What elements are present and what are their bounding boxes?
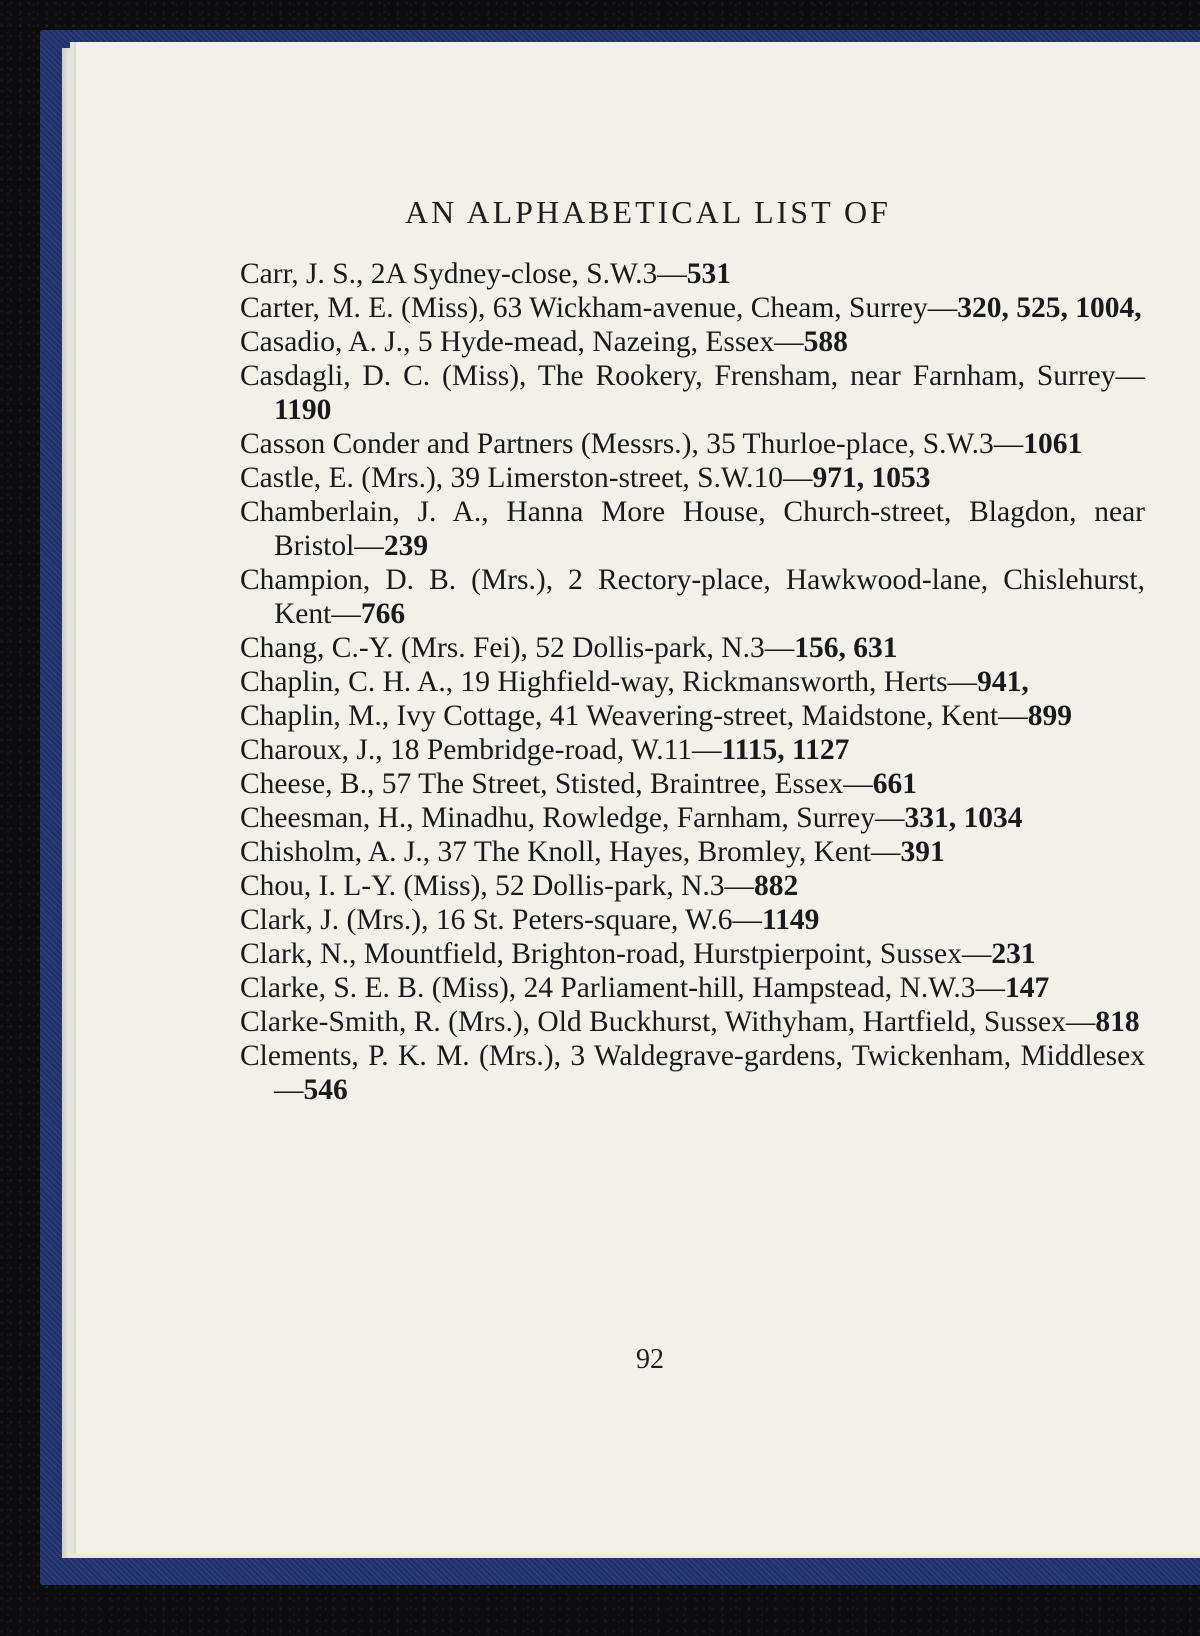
entry-numbers: 391 (900, 836, 945, 868)
entry-numbers: 899 (1027, 700, 1072, 732)
list-item (240, 1039, 1145, 1107)
entry-text: Chou, I. L-Y. (Miss), 52 Dollis-park, N.3— (240, 870, 755, 902)
list-item (240, 733, 1145, 767)
entry-numbers: 546 (303, 1074, 348, 1106)
page-number: 92 (636, 1344, 664, 1375)
list-item (240, 495, 1145, 563)
entry-text: Clark, J. (Mrs.), 16 St. Peters-square, W.6— (240, 904, 762, 936)
entry-text: Casson Conder and Partners (Messrs.), 35 Thurloe-place, S.W.3— (240, 428, 1024, 460)
list-item (240, 971, 1145, 1005)
entry-numbers: 531 (686, 258, 732, 290)
list-item (240, 631, 1145, 665)
list-item (240, 325, 1145, 359)
entry-text: Cheesman, H., Minadhu, Rowledge, Farnham, Surrey— (240, 802, 905, 834)
entry-text: Cheese, B., 57 The Street, Stisted, Braintree, Essex— (240, 768, 873, 800)
entry-numbers: 941, (977, 666, 1029, 698)
entry-numbers: 320, 525, 1004, (957, 292, 1142, 324)
list-item (240, 699, 1145, 733)
entry-numbers: 1149 (761, 904, 820, 936)
entry-list (240, 257, 1145, 1107)
entry-text: Clarke-Smith, R. (Mrs.), Old Buckhurst, Withyham, Hartfield, Sussex— (240, 1006, 1096, 1038)
list-item (240, 427, 1145, 461)
list-item (240, 1005, 1145, 1039)
list-item (240, 869, 1145, 903)
entry-text: Clements, P. K. M. (Mrs.), 3 Waldegrave-gardens, Twickenham, Middlesex— (240, 1040, 1145, 1106)
list-item (240, 767, 1145, 801)
list-item (240, 563, 1145, 631)
entry-text: Castle, E. (Mrs.), 39 Limerston-street, S.W.10— (240, 462, 813, 494)
entry-numbers: 818 (1095, 1006, 1140, 1038)
entry-text: Chisholm, A. J., 37 The Knoll, Hayes, Bromley, Kent— (240, 836, 901, 868)
list-item (240, 665, 1145, 699)
list-item (240, 903, 1145, 937)
entry-text: Chamberlain, J. A., Hanna More House, Church-street, Blagdon, near Bristol— (240, 496, 1145, 562)
entry-text: Carter, M. E. (Miss), 63 Wickham-avenue, Cheam, Surrey— (240, 292, 958, 324)
entry-text: Casadio, A. J., 5 Hyde-mead, Nazeing, Essex— (240, 326, 804, 358)
entry-text: Clarke, S. E. B. (Miss), 24 Parliament-hill, Hampstead, N.W.3— (240, 972, 1005, 1004)
entry-text: Chaplin, M., Ivy Cottage, 41 Weavering-street, Maidstone, Kent— (240, 700, 1028, 732)
entry-numbers: 239 (383, 530, 429, 562)
list-item (240, 461, 1145, 495)
list-item (240, 257, 1145, 291)
entry-numbers: 331, 1034 (904, 802, 1023, 834)
entry-text: Champion, D. B. (Mrs.), 2 Rectory-place, Hawkwood-lane, Chislehurst, Kent— (240, 564, 1145, 630)
list-item (240, 291, 1145, 325)
entry-text: Carr, J. S., 2A Sydney-close, S.W.3— (240, 258, 687, 290)
entry-numbers: 231 (991, 938, 1036, 970)
entry-text: Casdagli, D. C. (Miss), The Rookery, Frensham, near Farnham, Surrey— (240, 360, 1145, 392)
list-item (240, 937, 1145, 971)
list-item (240, 801, 1145, 835)
entry-numbers: 766 (360, 598, 406, 630)
entry-numbers: 156, 631 (794, 632, 898, 664)
entry-numbers: 147 (1005, 972, 1050, 1004)
entry-numbers: 882 (754, 870, 799, 902)
list-item (240, 835, 1145, 869)
entry-text: Chang, C.-Y. (Mrs. Fei), 52 Dollis-park, N.3— (240, 632, 795, 664)
entry-text: Clark, N., Mountfield, Brighton-road, Hurstpierpoint, Sussex— (240, 938, 992, 970)
entry-text: Chaplin, C. H. A., 19 Highfield-way, Rickmansworth, Herts— (240, 666, 978, 698)
entry-text: Charoux, J., 18 Pembridge-road, W.11— (240, 734, 722, 766)
list-item (240, 359, 1145, 427)
entry-numbers: 1115, 1127 (721, 734, 850, 766)
book-page (76, 42, 1200, 1554)
page-heading: AN ALPHABETICAL LIST OF (405, 194, 891, 230)
entry-numbers: 971, 1053 (812, 462, 931, 494)
entry-numbers: 661 (872, 768, 918, 800)
entry-numbers: 1190 (274, 394, 332, 426)
entry-numbers: 1061 (1023, 428, 1083, 460)
entry-numbers: 588 (803, 326, 848, 358)
